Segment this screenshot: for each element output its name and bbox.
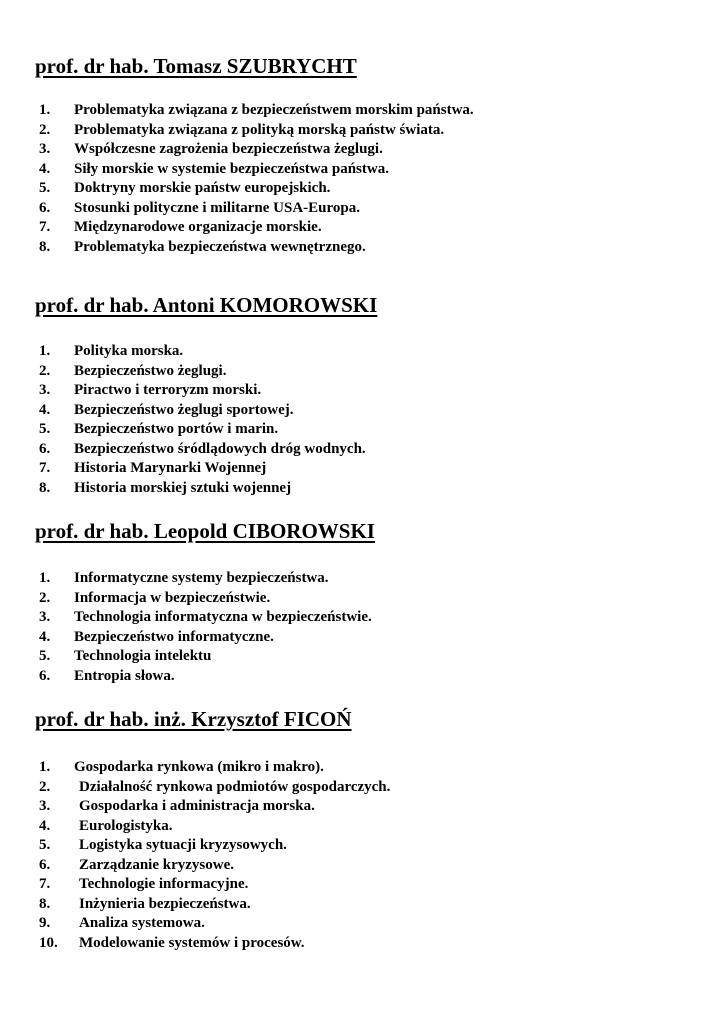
topic-list [39,101,474,257]
list-item [39,817,390,837]
section-ciborowski [35,518,695,684]
item-text: Gospodarka i administracja morska. [79,798,315,814]
item-text: Bezpieczeństwo portów i marin. [74,421,279,437]
list-item [39,778,390,798]
item-text: Technologia intelektu [74,648,212,664]
list-item [39,160,474,180]
item-number: 7. [39,219,51,235]
item-text: Problematyka związana z polityką morską państw świata. [74,121,445,138]
item-text: Entropia słowa. [74,667,175,684]
item-text: Informacja w bezpieczeństwie. [74,589,271,606]
list-item [39,628,372,648]
item-number: 3. [39,798,51,814]
list-item [39,179,474,199]
list-item [39,459,366,479]
list-item [39,342,366,362]
list-item [39,121,474,141]
item-text: Inżynieria bezpieczeństwa. [79,895,251,912]
item-number: 1. [39,102,51,118]
item-number: 10. [39,934,58,951]
item-number: 5. [39,837,51,853]
item-number: 3. [39,382,51,398]
list-item [39,199,474,219]
list-item [39,218,474,238]
list-item [39,362,366,382]
item-text: Piractwo i terroryzm morski. [74,382,262,398]
list-item [39,401,366,421]
item-text: Siły morskie w systemie bezpieczeństwa państwa. [74,160,389,177]
list-item [39,479,366,499]
item-number: 4. [39,628,51,645]
item-number: 4. [39,160,51,177]
item-number: 8. [39,479,51,496]
section-heading: prof. dr hab. Leopold CIBOROWSKI [35,519,375,543]
list-item [39,420,366,440]
item-text: Działalność rynkowa podmiotów gospodarczych. [79,778,391,795]
list-item [39,381,366,401]
item-text: Bezpieczeństwo żeglugi sportowej. [74,401,294,418]
item-number: 2. [39,778,51,795]
item-text: Analiza systemowa. [79,915,205,931]
list-item [39,140,474,160]
item-number: 8. [39,895,51,912]
item-text: Informatyczne systemy bezpieczeństwa. [74,570,329,586]
list-item [39,895,390,915]
item-text: Logistyka sytuacji kryzysowych. [79,837,287,853]
item-text: Technologia informatyczna w bezpieczeństwie. [74,609,372,625]
item-text: Historia morskiej sztuki wojennej [74,479,292,496]
list-item [39,758,390,778]
item-number: 1. [39,570,51,586]
item-number: 7. [39,460,51,476]
item-number: 6. [39,667,51,684]
item-text: Bezpieczeństwo śródlądowych dróg wodnych. [74,440,366,457]
item-number: 2. [39,589,51,606]
item-number: 1. [39,343,51,359]
list-item [39,440,366,460]
section-ficon [35,706,695,951]
item-text: Problematyka związana z bezpieczeństwem morskim państwa. [74,102,474,118]
section-szubrycht [35,53,695,255]
item-number: 9. [39,915,51,931]
item-number: 4. [39,817,51,834]
list-item [39,589,372,609]
item-text: Technologie informacyjne. [79,876,249,892]
list-item [39,875,390,895]
item-number: 8. [39,238,51,255]
item-number: 1. [39,759,51,775]
section-heading: prof. dr hab. inż. Krzysztof FICOŃ [35,707,352,731]
list-item [39,797,390,817]
list-item [39,836,390,856]
item-number: 7. [39,876,51,892]
item-number: 6. [39,199,51,216]
item-text: Doktryny morskie państw europejskich. [74,180,331,196]
item-number: 3. [39,609,51,625]
item-text: Współczesne zagrożenia bezpieczeństwa żeglugi. [74,141,383,157]
list-item [39,647,372,667]
item-number: 2. [39,121,51,138]
list-item [39,667,372,687]
item-text: Zarządzanie kryzysowe. [79,856,234,873]
item-number: 4. [39,401,51,418]
section-heading: prof. dr hab. Tomasz SZUBRYCHT [35,54,357,78]
item-text: Stosunki polityczne i militarne USA-Europa. [74,199,361,216]
item-number: 6. [39,440,51,457]
section-heading: prof. dr hab. Antoni KOMOROWSKI [35,293,378,317]
item-text: Gospodarka rynkowa (mikro i makro). [74,759,324,775]
topic-list [39,569,372,686]
item-number: 6. [39,856,51,873]
list-item [39,569,372,589]
item-text: Bezpieczeństwo informatyczne. [74,628,274,645]
section-komorowski [35,292,695,496]
list-item [39,914,390,934]
list-item [39,856,390,876]
item-text: Problematyka bezpieczeństwa wewnętrznego. [74,238,366,255]
item-text: Eurologistyka. [79,817,173,834]
item-text: Historia Marynarki Wojennej [74,460,267,476]
list-item [39,238,474,258]
item-text: Bezpieczeństwo żeglugi. [74,362,227,379]
list-item [39,608,372,628]
topic-list [39,342,366,498]
item-number: 5. [39,421,51,437]
item-text: Polityka morska. [74,343,184,359]
list-item [39,101,474,121]
item-number: 3. [39,141,51,157]
list-item [39,934,390,954]
topic-list [39,758,390,953]
item-text: Modelowanie systemów i procesów. [79,934,305,951]
item-text: Międzynarodowe organizacje morskie. [74,219,322,235]
item-number: 5. [39,648,51,664]
item-number: 5. [39,180,51,196]
item-number: 2. [39,362,51,379]
